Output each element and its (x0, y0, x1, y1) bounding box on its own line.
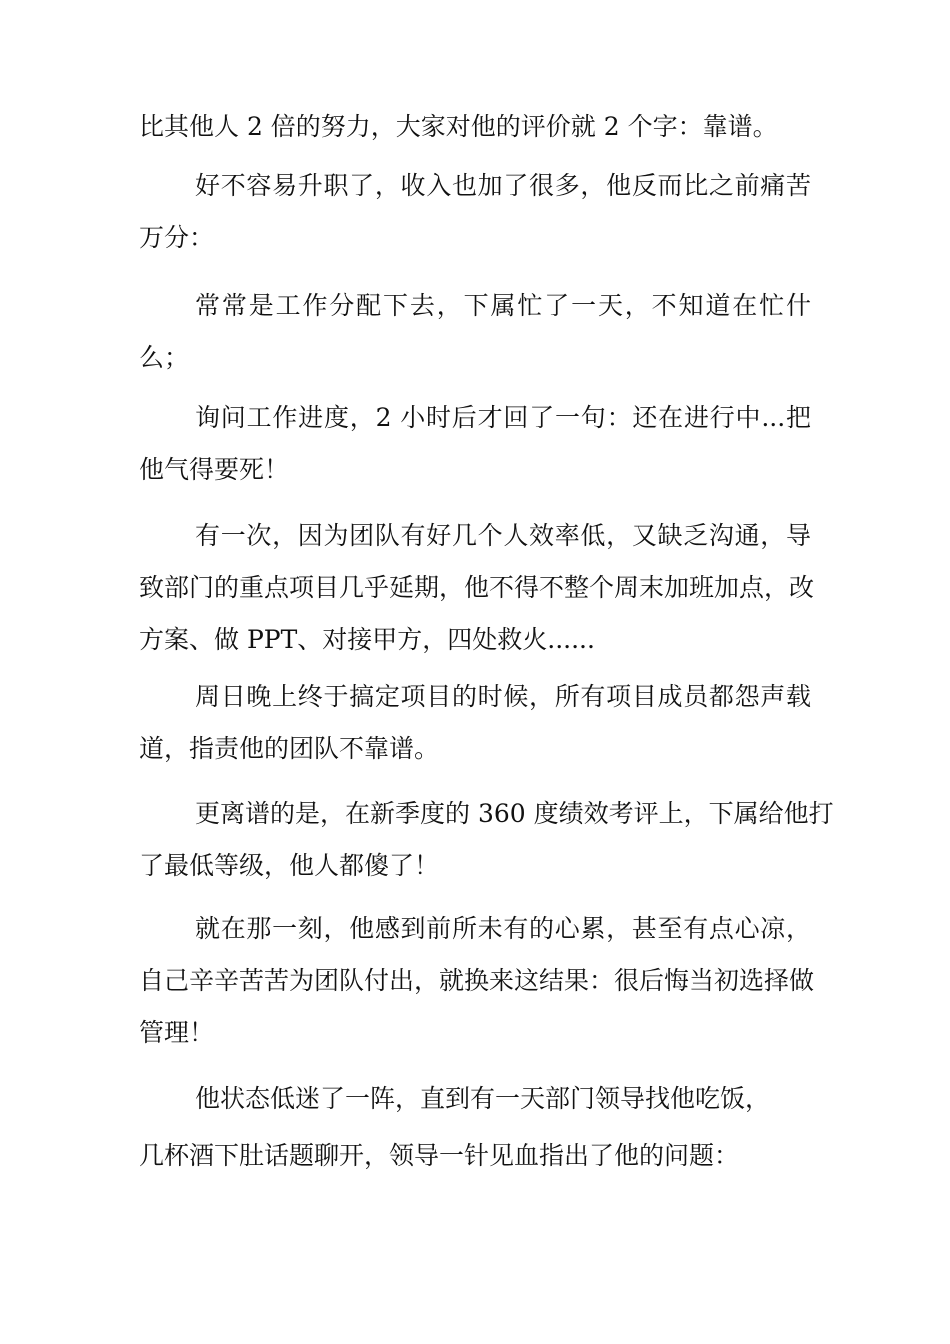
paragraph-line: 么； (139, 343, 190, 372)
paragraph-line: 致部门的重点项目几乎延期，他不得不整个周末加班加点，改 (139, 573, 815, 602)
paragraph-line: 周日晚上终于搞定项目的时候，所有项目成员都怨声载 (195, 682, 811, 711)
paragraph-2 (139, 160, 811, 264)
paragraph-1 (139, 101, 811, 153)
paragraph-line: 常常是工作分配下去，下属忙了一天，不知道在忙什 (195, 291, 811, 320)
paragraph-line: 有一次，因为团队有好几个人效率低，又缺乏沟通，导 (195, 521, 811, 550)
paragraph-line: 方案、做 PPT、对接甲方，四处救火...... (139, 625, 595, 654)
paragraph-line: 了最低等级，他人都傻了！ (139, 851, 440, 880)
paragraph-8 (139, 903, 815, 1059)
paragraph-line: 比其他人 2 倍的努力，大家对他的评价就 2 个字：靠谱。 (139, 112, 778, 141)
paragraph-4 (139, 392, 811, 496)
paragraph-5 (139, 510, 815, 666)
paragraph-line: 管理！ (139, 1018, 215, 1047)
paragraph-9 (139, 1073, 811, 1125)
paragraph-line: 万分： (139, 223, 215, 252)
paragraph-line: 他气得要死！ (139, 455, 290, 484)
paragraph-line: 他状态低迷了一阵，直到有一天部门领导找他吃饭， (195, 1084, 771, 1113)
paragraph-6 (139, 671, 811, 775)
paragraph-3 (139, 280, 811, 384)
paragraph-line: 就在那一刻，他感到前所未有的心累，甚至有点心凉， (195, 914, 811, 943)
paragraph-7 (139, 788, 834, 892)
paragraph-line: 自己辛辛苦苦为团队付出，就换来这结果：很后悔当初选择做 (139, 966, 815, 995)
paragraph-line: 道，指责他的团队不靠谱。 (139, 734, 440, 763)
paragraph-line: 好不容易升职了，收入也加了很多，他反而比之前痛苦 (195, 171, 811, 200)
paragraph-line: 几杯酒下肚话题聊开，领导一针见血指出了他的问题： (139, 1141, 740, 1170)
paragraph-line: 更离谱的是，在新季度的 360 度绩效考评上，下属给他打 (195, 799, 834, 828)
paragraph-line: 询问工作进度，2 小时后才回了一句：还在进行中...把 (195, 403, 811, 432)
paragraph-10 (139, 1130, 811, 1182)
